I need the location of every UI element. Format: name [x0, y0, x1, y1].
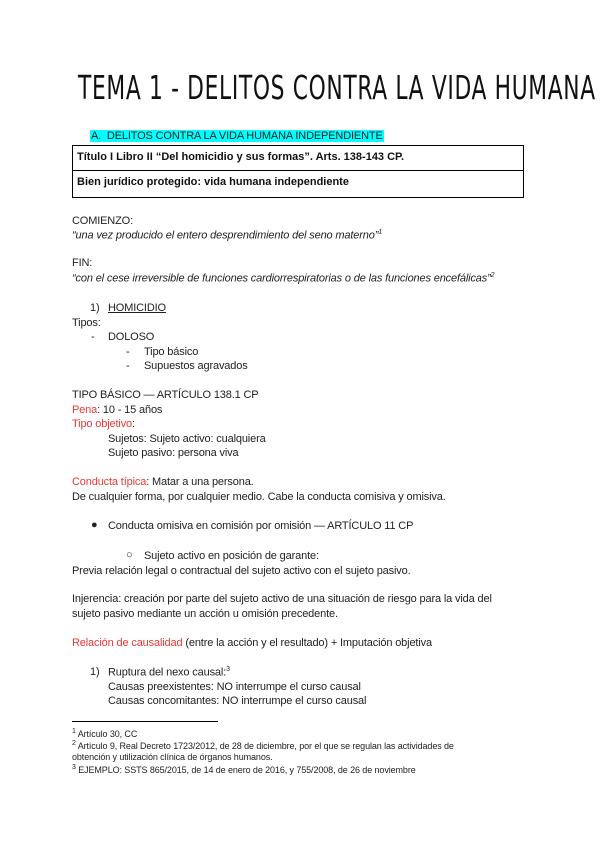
- footnote-3: [72, 764, 416, 775]
- table-row: [72, 170, 524, 198]
- comienzo-quote-text: “una vez producido el entero desprendimiento del seno materno”: [72, 229, 379, 242]
- tipo-objetivo-colon: :: [132, 418, 135, 430]
- comienzo-label: COMIENZO:: [72, 215, 133, 227]
- list-item: Supuestos agravados: [144, 360, 248, 372]
- footnote-divider: [72, 721, 218, 722]
- garante-line: Sujeto activo en posición de garante:: [144, 550, 319, 562]
- bullet-dot: ●: [91, 519, 98, 531]
- doloso-label: DOLOSO: [108, 331, 155, 343]
- list-item: Tipo básico: [144, 346, 199, 358]
- table-row: [72, 145, 524, 171]
- footnote-2-number: 2: [72, 740, 76, 747]
- section-a-label: A.: [91, 130, 102, 142]
- footnote-ref-2[interactable]: 2: [490, 272, 495, 279]
- dash-bullet: -: [91, 331, 95, 343]
- pena-label: Pena: [72, 404, 98, 416]
- table-row-2-text: Bien jurídico protegido: vida humana independiente: [77, 176, 349, 188]
- section-a-highlight: [90, 130, 384, 142]
- footnote-ref-3[interactable]: 3: [226, 666, 230, 673]
- pena-line: [72, 404, 162, 416]
- footnote-3-number: 3: [72, 764, 76, 771]
- fin-quote-text: “con el cese irreversible de funciones cardiorrespiratorias o de las funciones encefálicas”: [72, 272, 491, 285]
- dash-bullet: -: [126, 360, 130, 372]
- tipo-objetivo-label: Tipo objetivo: [72, 418, 133, 430]
- homicidio-heading: HOMICIDIO: [108, 302, 166, 314]
- conducta-line-2: De cualquier forma, por cualquier medio. Cabe la conducta comisiva y omisiva.: [72, 491, 446, 503]
- tipos-label: Tipos:: [72, 317, 101, 329]
- injerencia-line-1: Injerencia: creación por parte del sujeto activo de una situación de riesgo para la vida del: [72, 593, 492, 605]
- causas-concomitantes: Causas concomitantes: NO interrumpe el curso causal: [108, 695, 367, 707]
- dash-bullet: -: [126, 346, 130, 358]
- footnote-ref-1[interactable]: 1: [378, 229, 382, 236]
- sujeto-activo: Sujetos: Sujeto activo: cualquiera: [108, 433, 266, 445]
- conducta-line: [72, 476, 254, 488]
- pena-value: : 10 - 15 años: [97, 404, 163, 416]
- section-a-heading: [90, 130, 384, 142]
- footnote-1: [72, 728, 137, 739]
- causalidad-line: [72, 637, 432, 649]
- omisiva-bullet: Conducta omisiva en comisión por omisión — ARTÍCULO 11 CP: [108, 520, 414, 532]
- footnote-2-continued: obtención y utilización clínica de órganos humanos.: [72, 752, 273, 762]
- circle-bullet: ○: [126, 549, 133, 561]
- previa-line: Previa relación legal o contractual del sujeto activo con el sujeto pasivo.: [72, 565, 411, 577]
- conducta-value: : Matar a una persona.: [146, 476, 254, 488]
- footnote-1-text: Artículo 30, CC: [75, 729, 138, 739]
- tipo-objetivo-line: [72, 418, 135, 430]
- homicidio-number: 1): [90, 302, 100, 314]
- tipo-basico-heading: TIPO BÁSICO — ARTÍCULO 138.1 CP: [72, 389, 259, 401]
- causalidad-rest: (entre la acción y el resultado) + Imputación objetiva: [182, 637, 432, 649]
- table-row-1-text: Título I Libro II “Del homicidio y sus formas”. Arts. 138-143 CP.: [77, 151, 405, 163]
- footnote-3-text: EJEMPLO: SSTS 865/2015, de 14 de enero de 2016, y 755/2008, de 26 de noviembre: [75, 765, 416, 775]
- causas-preexistentes: Causas preexistentes: NO interrumpe el curso causal: [108, 681, 361, 693]
- ruptura-heading: [108, 666, 230, 679]
- injerencia-line-2: sujeto pasivo mediante un acción u omisión precedente.: [72, 608, 338, 620]
- conducta-label: Conducta típica: [72, 476, 147, 488]
- causalidad-label: Relación de causalidad: [72, 637, 183, 649]
- footnote-2-text: Artículo 9, Real Decreto 1723/2012, de 28 de diciembre, por el que se regulan las actividades de: [75, 741, 454, 751]
- fin-quote: [72, 272, 494, 285]
- footnote-2: [72, 740, 454, 751]
- footnote-1-number: 1: [72, 728, 76, 735]
- page-title: TEMA 1 - DELITOS CONTRA LA VIDA HUMANA: [78, 68, 596, 107]
- sujeto-pasivo: Sujeto pasivo: persona viva: [108, 447, 239, 459]
- ruptura-label: Ruptura del nexo causal:: [108, 666, 227, 679]
- ruptura-number: 1): [90, 666, 100, 678]
- section-a-text: DELITOS CONTRA LA VIDA HUMANA INDEPENDIENTE: [106, 130, 383, 142]
- fin-label: FIN:: [72, 257, 93, 269]
- comienzo-quote: [72, 229, 382, 242]
